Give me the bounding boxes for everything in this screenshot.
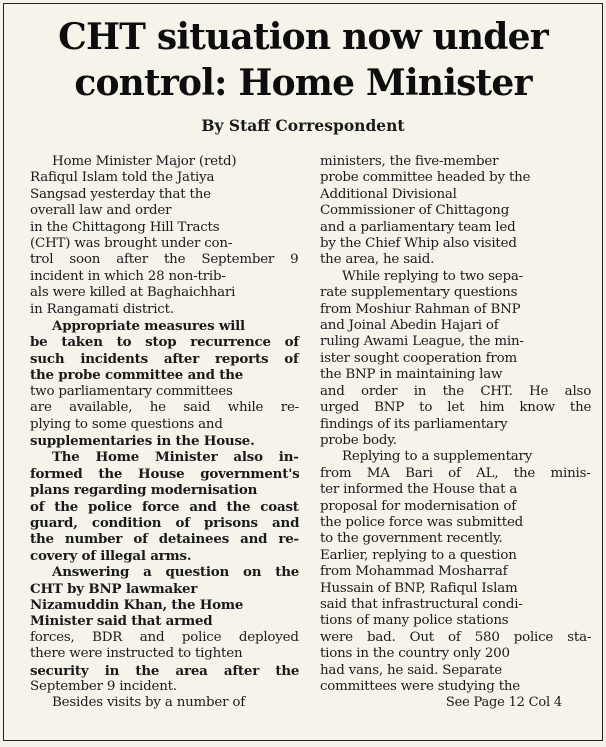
text-line: (CHT) was brought under con- <box>30 236 233 252</box>
text-line: Hussain of BNP, Rafiqul Islam <box>320 580 518 596</box>
headline-line-2: control: Home Minister <box>74 62 532 104</box>
headline-line-1: CHT situation now under <box>58 16 548 58</box>
text-line: are available, he said while re- <box>30 400 299 416</box>
text-line: Nizamuddin Khan, the Home <box>30 596 244 613</box>
text-line: the BNP in maintaining law <box>320 367 503 383</box>
text-line: Commissioner of Chittagong <box>320 203 510 219</box>
text-line: the area, he said. <box>320 252 435 268</box>
text-line: incident in which 28 non-trib- <box>30 268 226 284</box>
text-line: formed the House government's <box>30 465 300 482</box>
headline <box>4 4 602 106</box>
text-line: covery of illegal arms. <box>30 547 192 564</box>
text-line: guard, condition of prisons and <box>30 514 300 531</box>
text-line: the probe committee and the <box>30 367 244 384</box>
text-line: the police force was submitted <box>320 514 524 530</box>
text-line: and Joinal Abedin Hajari of <box>320 318 499 334</box>
text-line: overall law and order <box>30 203 172 219</box>
text-line: Earlier, replying to a question <box>320 547 517 563</box>
continued-on-label: See Page 12 Col 4 <box>445 695 562 711</box>
text-line: urged BNP to let him know the <box>320 400 592 416</box>
text-line: and order in the CHT. He also <box>320 383 592 399</box>
text-line: Sangsad yesterday that the <box>30 186 211 202</box>
text-line: findings of its parliamentary <box>320 416 508 432</box>
text-line: probe committee headed by the <box>320 170 531 186</box>
text-line: Additional Divisional <box>320 186 457 202</box>
text-line: be taken to stop recurrence of <box>30 334 299 351</box>
text-line: in the Chittagong Hill Tracts <box>30 219 220 235</box>
text-line: tions of many police stations <box>320 613 509 629</box>
byline: By Staff Correspondent <box>201 116 405 135</box>
right-column <box>320 154 592 712</box>
text-line: Replying to a supplementary <box>342 449 533 465</box>
text-line: September 9 incident. <box>30 679 177 694</box>
text-line: said that infrastructural condi- <box>320 596 523 612</box>
text-line: in Rangamati district. <box>30 301 174 317</box>
text-line: CHT by BNP lawmaker <box>30 580 198 597</box>
text-line: of the police force and the coast <box>30 498 299 515</box>
text-line: trol soon after the September 9 <box>30 252 299 268</box>
text-line: forces, BDR and police deployed <box>30 629 299 645</box>
text-line: from Moshiur Rahman of BNP <box>320 301 521 317</box>
text-line: Home Minister Major (retd) <box>52 154 237 169</box>
text-line: ministers, the five-member <box>320 154 499 169</box>
left-column <box>30 154 300 712</box>
text-line: security in the area after the <box>30 662 300 679</box>
text-line: had vans, he said. Separate <box>320 662 502 678</box>
article-body <box>30 154 590 736</box>
text-line: from MA Bari of AL, the minis- <box>320 465 591 481</box>
text-line: Appropriate measures will <box>52 318 245 335</box>
text-line: proposal for modernisation of <box>320 498 516 514</box>
text-line: committees were studying the <box>320 679 521 694</box>
text-line: Answering a question on the <box>52 564 300 581</box>
text-line: ter informed the House that a <box>320 482 518 498</box>
text-line: and a parliamentary team led <box>320 219 516 235</box>
newspaper-clipping <box>3 3 603 741</box>
text-line: While replying to two sepa- <box>342 268 523 284</box>
text-line: The Home Minister also in- <box>52 449 299 466</box>
text-line: two parliamentary committees <box>30 383 233 399</box>
text-line: ruling Awami League, the min- <box>320 334 524 350</box>
text-line: rate supplementary questions <box>320 285 518 301</box>
text-line: supplementaries in the House. <box>30 432 255 449</box>
text-line: the number of detainees and re- <box>30 531 299 548</box>
text-line: by the Chief Whip also visited <box>320 236 517 252</box>
text-line: als were killed at Baghaichhari <box>30 285 236 301</box>
text-line: Rafiqul Islam told the Jatiya <box>30 170 215 186</box>
text-line: probe body. <box>320 432 397 448</box>
text-line: ister sought cooperation from <box>320 350 517 366</box>
text-line: there were instructed to tighten <box>30 646 243 662</box>
text-line: tions in the country only 200 <box>320 646 510 662</box>
text-line: Minister said that armed <box>30 613 213 630</box>
text-line: plying to some questions and <box>30 416 223 432</box>
text-line: Besides visits by a number of <box>52 695 246 711</box>
text-line: plans regarding modernisation <box>30 482 258 499</box>
text-line: such incidents after reports of <box>30 350 299 367</box>
text-line: to the government recently. <box>320 531 503 547</box>
text-line: from Mohammad Mosharraf <box>320 564 508 580</box>
text-line: were bad. Out of 580 police sta- <box>320 629 592 645</box>
